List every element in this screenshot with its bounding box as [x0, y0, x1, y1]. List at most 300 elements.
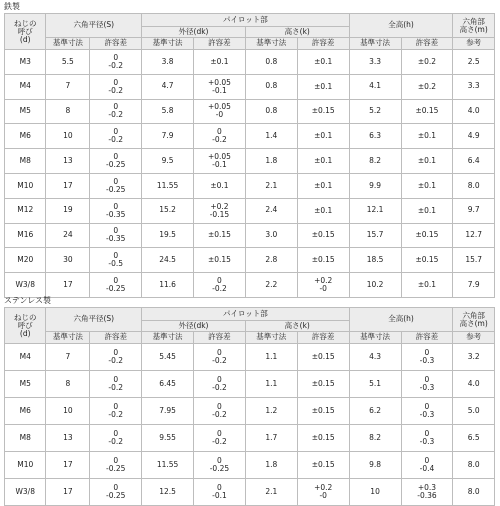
cell-outer-dia-tol-line: -0.1: [212, 491, 227, 500]
cell-nominal: W3/8: [5, 273, 46, 298]
cell-total-height-tol-line: ±0.1: [417, 205, 437, 215]
header-tol: 許容差: [194, 38, 246, 50]
cell-outer-dia: 24.5: [142, 248, 194, 273]
cell-outer-dia: 11.55: [142, 173, 194, 198]
cell-height-k-tol-line: ±0.1: [314, 156, 333, 166]
cell-hex-height: 4.9: [453, 124, 495, 149]
cell-total-height: 3.3: [349, 50, 401, 75]
cell-outer-dia-tol-line: ±0.1: [210, 56, 229, 66]
cell-hex-flat-tol-line: -0.35: [106, 209, 126, 219]
table-row: [5, 74, 495, 99]
cell-height-k-tol-line: ±0.15: [311, 352, 335, 361]
cell-outer-dia-tol: [194, 273, 246, 298]
cell-outer-dia-tol: [194, 452, 246, 479]
cell-hex-height: 7.9: [453, 273, 495, 298]
cell-height-k-tol-line: -0: [319, 491, 327, 500]
cell-outer-dia: 3.8: [142, 50, 194, 75]
cell-outer-dia-tol-line: -0.2: [212, 284, 227, 294]
cell-height-k: 1.8: [245, 149, 297, 174]
cell-hex-height: 8.0: [453, 452, 495, 479]
cell-total-height-tol: [401, 124, 453, 149]
cell-hex-flat-tol: [90, 173, 142, 198]
cell-hex-flat-tol: [90, 99, 142, 124]
cell-height-k-tol: [297, 74, 349, 99]
stainless-spec-table: [4, 307, 495, 506]
cell-outer-dia-tol-line: 0: [217, 402, 222, 411]
cell-nominal: M10: [5, 452, 46, 479]
cell-nominal: M20: [5, 248, 46, 273]
header-std: 基準寸法: [142, 332, 194, 344]
cell-nominal: M8: [5, 425, 46, 452]
cell-hex-height: 12.7: [453, 223, 495, 248]
cell-hex-flat-tol-line: -0.2: [108, 437, 124, 446]
cell-hex-flat: 8: [46, 99, 90, 124]
cell-hex-flat: 5.5: [46, 50, 90, 75]
cell-total-height-tol: [401, 371, 453, 398]
header-nominal: [5, 14, 46, 50]
cell-outer-dia-tol-line: -0.2: [212, 356, 227, 365]
cell-hex-flat: 30: [46, 248, 90, 273]
cell-height-k: 2.1: [245, 173, 297, 198]
cell-height-k: 1.1: [245, 344, 297, 371]
cell-hex-flat: 17: [46, 452, 90, 479]
cell-outer-dia-tol: [194, 74, 246, 99]
cell-total-height-tol-line: ±0.15: [415, 106, 439, 116]
cell-total-height-tol-line: ±0.2: [417, 81, 437, 91]
cell-total-height-tol-line: 0: [424, 348, 430, 357]
cell-hex-flat: 17: [46, 173, 90, 198]
cell-nominal: M8: [5, 149, 46, 174]
header-ref: 参考: [453, 38, 495, 50]
cell-outer-dia-tol: [194, 124, 246, 149]
header-nominal-line: (d): [19, 34, 31, 44]
cell-total-height-tol: [401, 173, 453, 198]
cell-hex-flat-tol: [90, 398, 142, 425]
cell-outer-dia-tol-line: 0: [217, 483, 222, 492]
header-nominal-line: ねじの: [13, 18, 37, 28]
cell-hex-flat: 24: [46, 223, 90, 248]
cell-outer-dia: 9.5: [142, 149, 194, 174]
cell-outer-dia-tol-line: +0.05: [207, 77, 231, 87]
cell-outer-dia: 6.45: [142, 371, 194, 398]
header-hex-height: [453, 308, 495, 332]
stainless-section-title: ステンレス製: [4, 296, 51, 305]
header-tol: 許容差: [297, 332, 349, 344]
header-tol: 許容差: [90, 38, 142, 50]
cell-hex-flat-tol-line: 0: [113, 375, 119, 384]
header-total-height: 全高(h): [349, 308, 453, 332]
cell-total-height-tol: [401, 50, 453, 75]
cell-total-height-tol-line: ±0.1: [417, 180, 437, 190]
cell-hex-flat-tol-line: -0.25: [106, 491, 126, 500]
cell-outer-dia: 5.8: [142, 99, 194, 124]
cell-outer-dia-tol: [194, 248, 246, 273]
header-std: 基準寸法: [46, 332, 90, 344]
cell-outer-dia-tol-line: -0.15: [209, 209, 230, 219]
header-std: 基準寸法: [142, 38, 194, 50]
cell-outer-dia: 9.55: [142, 425, 194, 452]
cell-height-k: 3.0: [245, 223, 297, 248]
cell-hex-flat-tol-line: 0: [113, 456, 119, 465]
cell-total-height: 8.2: [349, 425, 401, 452]
cell-nominal: M6: [5, 124, 46, 149]
cell-height-k: 1.1: [245, 371, 297, 398]
cell-total-height-tol: [401, 149, 453, 174]
cell-outer-dia-tol-line: 0: [217, 456, 222, 465]
cell-total-height: 5.1: [349, 371, 401, 398]
cell-outer-dia-tol-line: +0.05: [207, 152, 231, 162]
cell-total-height-tol: [401, 344, 453, 371]
cell-nominal: M6: [5, 398, 46, 425]
header-hex-flat: 六角平径(S): [46, 14, 142, 38]
cell-hex-flat-tol-line: 0: [113, 276, 119, 286]
cell-total-height-tol-line: 0: [424, 402, 430, 411]
cell-outer-dia-tol-line: ±0.1: [210, 180, 229, 190]
cell-outer-dia: 11.55: [142, 452, 194, 479]
cell-total-height-tol: [401, 198, 453, 223]
header-pilot: パイロット部: [142, 14, 350, 27]
cell-total-height: 9.9: [349, 173, 401, 198]
cell-nominal: M16: [5, 223, 46, 248]
header-hex-height-line: 高さ(m): [459, 318, 488, 328]
cell-height-k-tol: [297, 371, 349, 398]
cell-outer-dia-tol-line: -0: [215, 110, 224, 120]
cell-outer-dia-tol-line: -0.2: [212, 383, 227, 392]
cell-total-height-tol-line: 0: [424, 429, 430, 438]
cell-hex-flat-tol: [90, 371, 142, 398]
cell-hex-flat-tol-line: 0: [113, 251, 119, 261]
cell-outer-dia-tol-line: 0: [217, 276, 222, 286]
cell-hex-flat: 7: [46, 74, 90, 99]
cell-hex-flat-tol-line: 0: [113, 429, 119, 438]
cell-hex-flat-tol: [90, 425, 142, 452]
cell-height-k-tol: [297, 398, 349, 425]
cell-height-k: 0.8: [245, 50, 297, 75]
cell-total-height: 9.8: [349, 452, 401, 479]
cell-hex-height: 3.3: [453, 74, 495, 99]
header-outer-dia: 外径(dk): [142, 27, 246, 38]
cell-height-k-tol-line: ±0.15: [311, 255, 335, 265]
cell-hex-flat-tol-line: -0.25: [106, 160, 126, 170]
header-hex-flat: 六角平径(S): [46, 308, 142, 332]
cell-outer-dia-tol: [194, 198, 246, 223]
cell-hex-height: 9.7: [453, 198, 495, 223]
cell-total-height: 10: [349, 479, 401, 506]
cell-total-height: 18.5: [349, 248, 401, 273]
cell-total-height: 4.3: [349, 344, 401, 371]
cell-outer-dia-tol-line: 0: [217, 429, 222, 438]
cell-outer-dia-tol-line: -0.1: [212, 160, 227, 170]
cell-hex-flat-tol-line: 0: [113, 102, 119, 112]
header-height-k: 高さ(k): [245, 321, 349, 332]
cell-hex-flat: 10: [46, 398, 90, 425]
cell-hex-height: 8.0: [453, 173, 495, 198]
steel-spec-table: [4, 13, 495, 298]
cell-nominal: M10: [5, 173, 46, 198]
header-tol: 許容差: [297, 38, 349, 50]
table-row: [5, 273, 495, 298]
cell-total-height-tol-line: -0.3: [419, 437, 435, 446]
header-tol: 許容差: [401, 332, 453, 344]
cell-total-height: 15.7: [349, 223, 401, 248]
cell-hex-flat-tol-line: 0: [113, 152, 119, 162]
cell-total-height-tol-line: -0.3: [419, 410, 435, 419]
header-tol: 許容差: [401, 38, 453, 50]
cell-height-k-tol-line: ±0.1: [314, 205, 333, 215]
header-nominal-line: ねじの: [13, 312, 37, 322]
cell-hex-flat: 10: [46, 124, 90, 149]
cell-total-height-tol-line: -0.36: [417, 491, 437, 500]
cell-hex-flat-tol-line: 0: [113, 176, 119, 186]
cell-outer-dia-tol-line: -0.2: [212, 410, 227, 419]
cell-height-k: 1.8: [245, 452, 297, 479]
table-row: [5, 248, 495, 273]
cell-total-height-tol-line: ±0.15: [415, 255, 439, 265]
cell-hex-flat-tol: [90, 223, 142, 248]
cell-total-height-tol: [401, 223, 453, 248]
cell-total-height: 5.2: [349, 99, 401, 124]
cell-outer-dia-tol-line: 0: [217, 375, 222, 384]
header-nominal: [5, 308, 46, 344]
table-row: [5, 149, 495, 174]
cell-hex-flat: 13: [46, 425, 90, 452]
cell-outer-dia-tol: [194, 99, 246, 124]
cell-hex-flat-tol-line: -0.2: [108, 135, 124, 145]
header-pilot: パイロット部: [142, 308, 350, 321]
cell-hex-flat-tol: [90, 50, 142, 75]
cell-total-height-tol-line: ±0.2: [417, 56, 437, 66]
header-std: 基準寸法: [46, 38, 90, 50]
header-std: 基準寸法: [245, 332, 297, 344]
cell-height-k-tol: [297, 124, 349, 149]
cell-height-k-tol: [297, 173, 349, 198]
cell-outer-dia-tol: [194, 344, 246, 371]
cell-total-height-tol-line: -0.3: [419, 383, 435, 392]
header-std: 基準寸法: [245, 38, 297, 50]
header-nominal-line: (d): [19, 328, 31, 338]
cell-nominal: M5: [5, 99, 46, 124]
cell-height-k-tol-line: -0: [319, 284, 327, 294]
cell-hex-flat-tol-line: 0: [113, 127, 119, 137]
cell-outer-dia-tol-line: 0: [217, 127, 222, 137]
cell-height-k-tol: [297, 223, 349, 248]
cell-hex-height: 2.5: [453, 50, 495, 75]
cell-height-k-tol: [297, 273, 349, 298]
cell-hex-flat-tol-line: -0.2: [108, 356, 124, 365]
cell-total-height-tol-line: ±0.1: [417, 156, 437, 166]
cell-hex-flat-tol-line: 0: [113, 77, 119, 87]
cell-total-height-tol: [401, 425, 453, 452]
cell-height-k-tol-line: ±0.15: [311, 230, 335, 240]
cell-hex-flat-tol: [90, 74, 142, 99]
steel-section-title: 鉄製: [4, 2, 20, 11]
cell-outer-dia: 11.6: [142, 273, 194, 298]
cell-hex-flat: 19: [46, 198, 90, 223]
cell-outer-dia: 19.5: [142, 223, 194, 248]
cell-total-height-tol: [401, 99, 453, 124]
cell-hex-height: 5.0: [453, 398, 495, 425]
cell-outer-dia: 5.45: [142, 344, 194, 371]
cell-height-k: 1.2: [245, 398, 297, 425]
cell-height-k-tol-line: ±0.15: [311, 106, 335, 116]
cell-outer-dia: 7.95: [142, 398, 194, 425]
cell-outer-dia-tol-line: -0.25: [209, 464, 230, 473]
cell-height-k-tol-line: ±0.1: [314, 56, 333, 66]
header-height-k: 高さ(k): [245, 27, 349, 38]
cell-hex-flat-tol-line: -0.2: [108, 85, 124, 95]
table-row: [5, 124, 495, 149]
cell-hex-flat-tol: [90, 344, 142, 371]
cell-outer-dia-tol: [194, 173, 246, 198]
cell-total-height: 6.2: [349, 398, 401, 425]
cell-height-k: 2.4: [245, 198, 297, 223]
table-row: [5, 99, 495, 124]
cell-hex-flat-tol-line: 0: [113, 348, 119, 357]
cell-outer-dia-tol-line: +0.05: [207, 102, 231, 112]
cell-hex-flat-tol-line: -0.5: [108, 259, 124, 269]
table-row: [5, 398, 495, 425]
cell-hex-flat-tol: [90, 198, 142, 223]
cell-height-k: 0.8: [245, 99, 297, 124]
cell-hex-flat-tol: [90, 452, 142, 479]
cell-total-height: 8.2: [349, 149, 401, 174]
cell-hex-flat-tol-line: -0.2: [108, 110, 124, 120]
cell-total-height-tol-line: 0: [424, 456, 430, 465]
header-std: 基準寸法: [349, 332, 401, 344]
cell-height-k-tol-line: ±0.1: [314, 81, 333, 91]
cell-total-height-tol: [401, 479, 453, 506]
header-outer-dia: 外径(dk): [142, 321, 246, 332]
cell-hex-height: 3.2: [453, 344, 495, 371]
cell-total-height-tol: [401, 74, 453, 99]
cell-hex-flat-tol-line: -0.35: [106, 234, 126, 244]
header-tol: 許容差: [90, 332, 142, 344]
header-nominal-line: 呼び: [17, 26, 33, 36]
cell-hex-flat-tol-line: 0: [113, 402, 119, 411]
cell-height-k: 2.8: [245, 248, 297, 273]
cell-hex-flat: 13: [46, 149, 90, 174]
cell-outer-dia: 15.2: [142, 198, 194, 223]
cell-hex-height: 4.0: [453, 371, 495, 398]
cell-height-k-tol: [297, 344, 349, 371]
cell-hex-flat-tol-line: -0.25: [106, 184, 126, 194]
cell-height-k: 0.8: [245, 74, 297, 99]
cell-height-k-tol: [297, 50, 349, 75]
header-tol: 許容差: [194, 332, 246, 344]
table-row: [5, 479, 495, 506]
header-nominal-line: 呼び: [17, 320, 33, 330]
cell-total-height-tol-line: -0.4: [419, 464, 435, 473]
cell-height-k-tol: [297, 149, 349, 174]
cell-outer-dia-tol-line: -0.2: [212, 437, 227, 446]
cell-height-k-tol-line: +0.2: [314, 276, 333, 286]
cell-outer-dia-tol-line: -0.1: [212, 85, 227, 95]
cell-hex-flat-tol-line: 0: [113, 201, 119, 211]
cell-outer-dia-tol: [194, 149, 246, 174]
header-hex-height: [453, 14, 495, 38]
cell-outer-dia-tol-line: 0: [217, 348, 222, 357]
cell-hex-flat-tol-line: -0.25: [106, 464, 126, 473]
cell-hex-flat-tol: [90, 149, 142, 174]
header-total-height: 全高(h): [349, 14, 453, 38]
cell-outer-dia-tol: [194, 50, 246, 75]
cell-outer-dia-tol-line: +0.2: [210, 201, 229, 211]
table-row: [5, 371, 495, 398]
cell-outer-dia-tol: [194, 479, 246, 506]
table-row: [5, 223, 495, 248]
table-row: [5, 50, 495, 75]
cell-height-k-tol: [297, 425, 349, 452]
cell-hex-height: 4.0: [453, 99, 495, 124]
cell-hex-flat-tol-line: -0.2: [108, 60, 124, 70]
cell-hex-flat-tol-line: -0.2: [108, 410, 124, 419]
cell-outer-dia-tol: [194, 425, 246, 452]
cell-hex-flat-tol: [90, 248, 142, 273]
cell-total-height-tol-line: +0.3: [417, 483, 437, 492]
cell-height-k: 1.4: [245, 124, 297, 149]
cell-hex-height: 15.7: [453, 248, 495, 273]
cell-height-k-tol: [297, 198, 349, 223]
cell-height-k-tol-line: ±0.15: [311, 379, 335, 388]
table-row: [5, 425, 495, 452]
cell-hex-flat: 17: [46, 273, 90, 298]
cell-outer-dia-tol: [194, 223, 246, 248]
table-row: [5, 198, 495, 223]
table-row: [5, 173, 495, 198]
cell-height-k-tol-line: ±0.15: [311, 433, 335, 442]
cell-hex-height: 8.0: [453, 479, 495, 506]
header-ref: 参考: [453, 332, 495, 344]
cell-total-height-tol-line: ±0.1: [417, 280, 437, 290]
cell-total-height-tol: [401, 452, 453, 479]
cell-hex-flat: 17: [46, 479, 90, 506]
cell-hex-flat-tol: [90, 124, 142, 149]
cell-height-k-tol-line: ±0.1: [314, 180, 333, 190]
cell-outer-dia-tol: [194, 398, 246, 425]
cell-height-k: 1.7: [245, 425, 297, 452]
cell-hex-flat-tol-line: -0.2: [108, 383, 124, 392]
cell-nominal: M4: [5, 74, 46, 99]
cell-height-k-tol: [297, 452, 349, 479]
cell-outer-dia-tol-line: -0.2: [212, 135, 227, 145]
cell-outer-dia-tol-line: ±0.15: [207, 230, 231, 240]
cell-nominal: M4: [5, 344, 46, 371]
cell-hex-flat-tol: [90, 479, 142, 506]
cell-total-height-tol: [401, 273, 453, 298]
cell-height-k-tol-line: ±0.15: [311, 406, 335, 415]
cell-height-k: 2.1: [245, 479, 297, 506]
cell-hex-flat-tol: [90, 273, 142, 298]
cell-total-height-tol-line: 0: [424, 375, 430, 384]
cell-hex-flat-tol-line: 0: [113, 226, 119, 236]
cell-height-k: 2.2: [245, 273, 297, 298]
cell-total-height-tol-line: -0.3: [419, 356, 435, 365]
cell-hex-flat: 8: [46, 371, 90, 398]
cell-total-height: 6.3: [349, 124, 401, 149]
cell-hex-flat: 7: [46, 344, 90, 371]
cell-hex-flat-tol-line: -0.25: [106, 284, 126, 294]
cell-height-k-tol-line: ±0.1: [314, 131, 333, 141]
cell-hex-height: 6.4: [453, 149, 495, 174]
cell-total-height: 4.1: [349, 74, 401, 99]
cell-nominal: W3/8: [5, 479, 46, 506]
cell-height-k-tol: [297, 99, 349, 124]
cell-hex-height: 6.5: [453, 425, 495, 452]
header-hex-height-line: 高さ(m): [459, 24, 488, 34]
cell-total-height-tol-line: ±0.1: [417, 131, 437, 141]
cell-height-k-tol: [297, 479, 349, 506]
table-row: [5, 452, 495, 479]
